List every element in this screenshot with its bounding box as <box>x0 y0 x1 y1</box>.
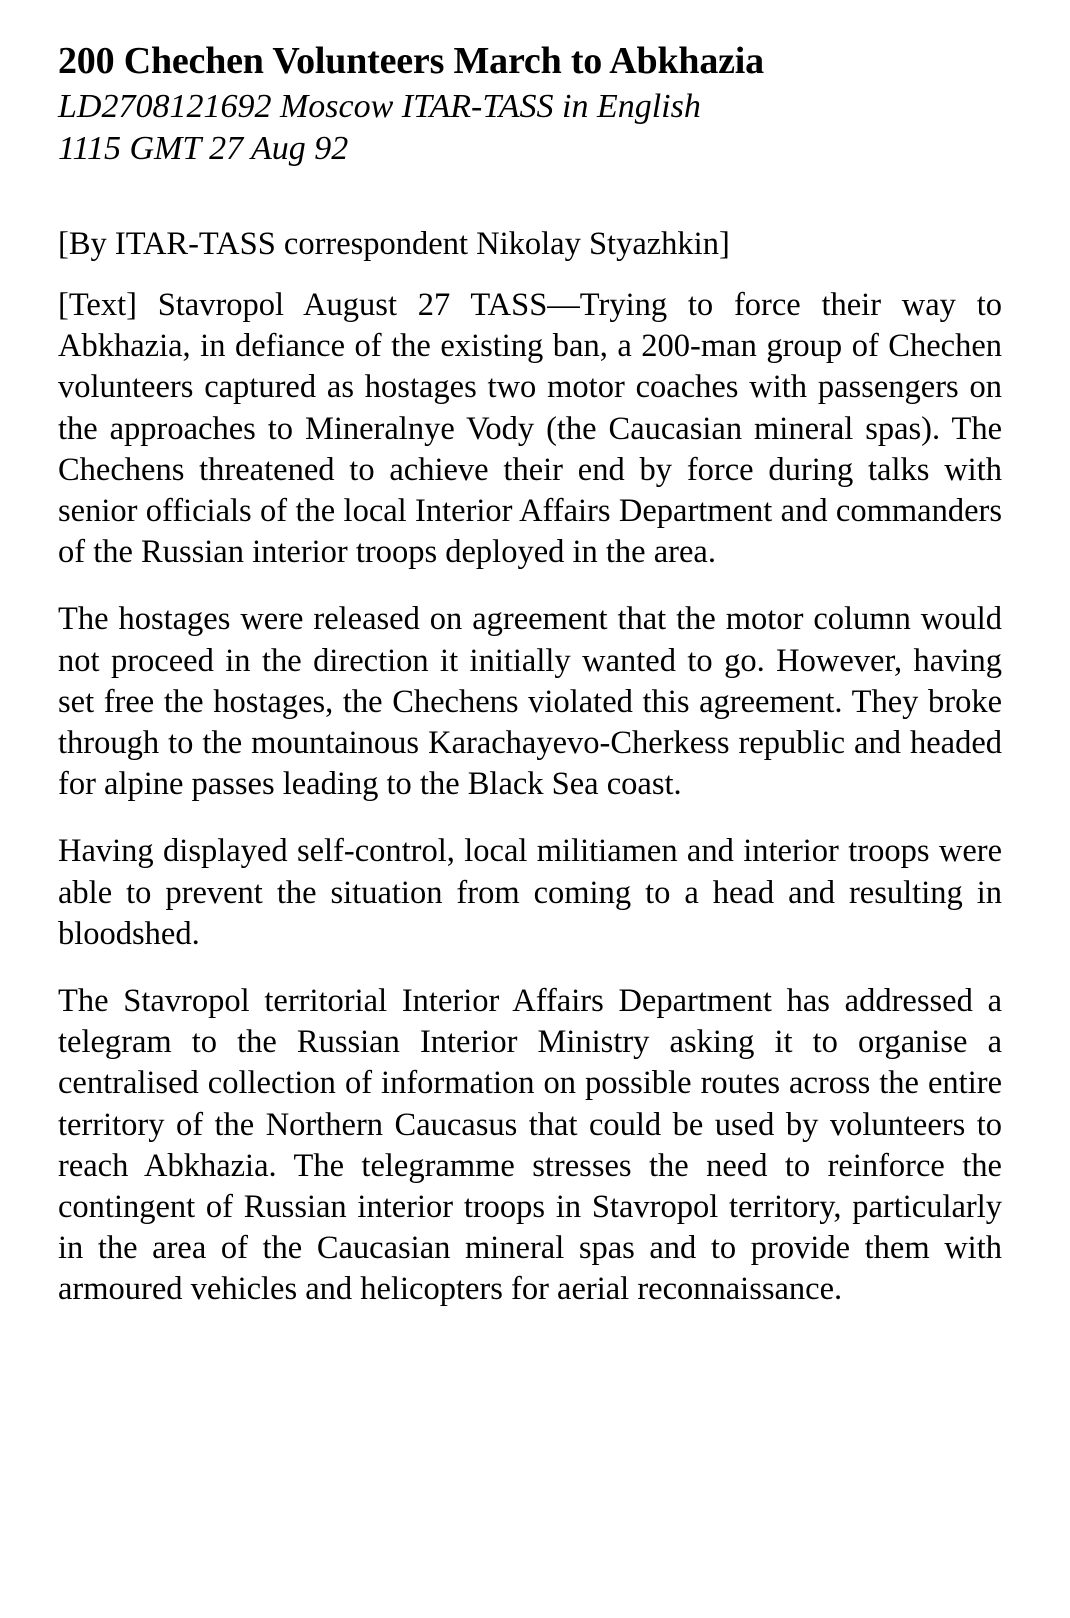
dateline-source: LD2708121692 Moscow ITAR-TASS in English <box>58 88 701 125</box>
byline: [By ITAR-TASS correspondent Nikolay Styazhkin] <box>58 226 730 262</box>
paragraph-4: The Stavropol territorial Interior Affairs Department has addressed a telegram to the Russian Interior Ministry asking it to organise a centralised collection of information on possible routes across the entire territory of the Northern Caucasus that could be used by volunteers to reach Abkhazia. The telegramme stresses the need to reinforce the contingent of Russian interior troops in Stavropol territory, particularly in the area of the Caucasian mineral spas and to provide them with armoured vehicles and helicopters for aerial reconnaissance. <box>58 983 1002 1308</box>
headline: 200 Chechen Volunteers March to Abkhazia <box>58 40 764 82</box>
paragraph-2: The hostages were released on agreement that the motor column would not proceed in the direction it initially wanted to go. However, having set free the hostages, the Chechens violated this agreement. They broke through to the mountainous Karachayevo-Cherkess republic and headed for alpine passes leading to the Black Sea coast. <box>58 601 1002 803</box>
dateline-time: 1115 GMT 27 Aug 92 <box>58 130 349 167</box>
article <box>58 38 1002 1311</box>
paragraph-3: Having displayed self-control, local militiamen and interior troops were able to prevent the situation from coming to a head and resulting in bloodshed. <box>58 833 1002 952</box>
paragraph-1: [Text] Stavropol August 27 TASS—Trying to force their way to Abkhazia, in defiance of the existing ban, a 200-man group of Chechen volunteers captured as hostages two motor coaches with passengers on the approaches to Mineralnye Vody (the Caucasian mineral spas). The Chechens threatened to achieve their end by force during talks with senior officials of the local Interior Affairs Department and commanders of the Russian interior troops deployed in the area. <box>58 287 1002 571</box>
